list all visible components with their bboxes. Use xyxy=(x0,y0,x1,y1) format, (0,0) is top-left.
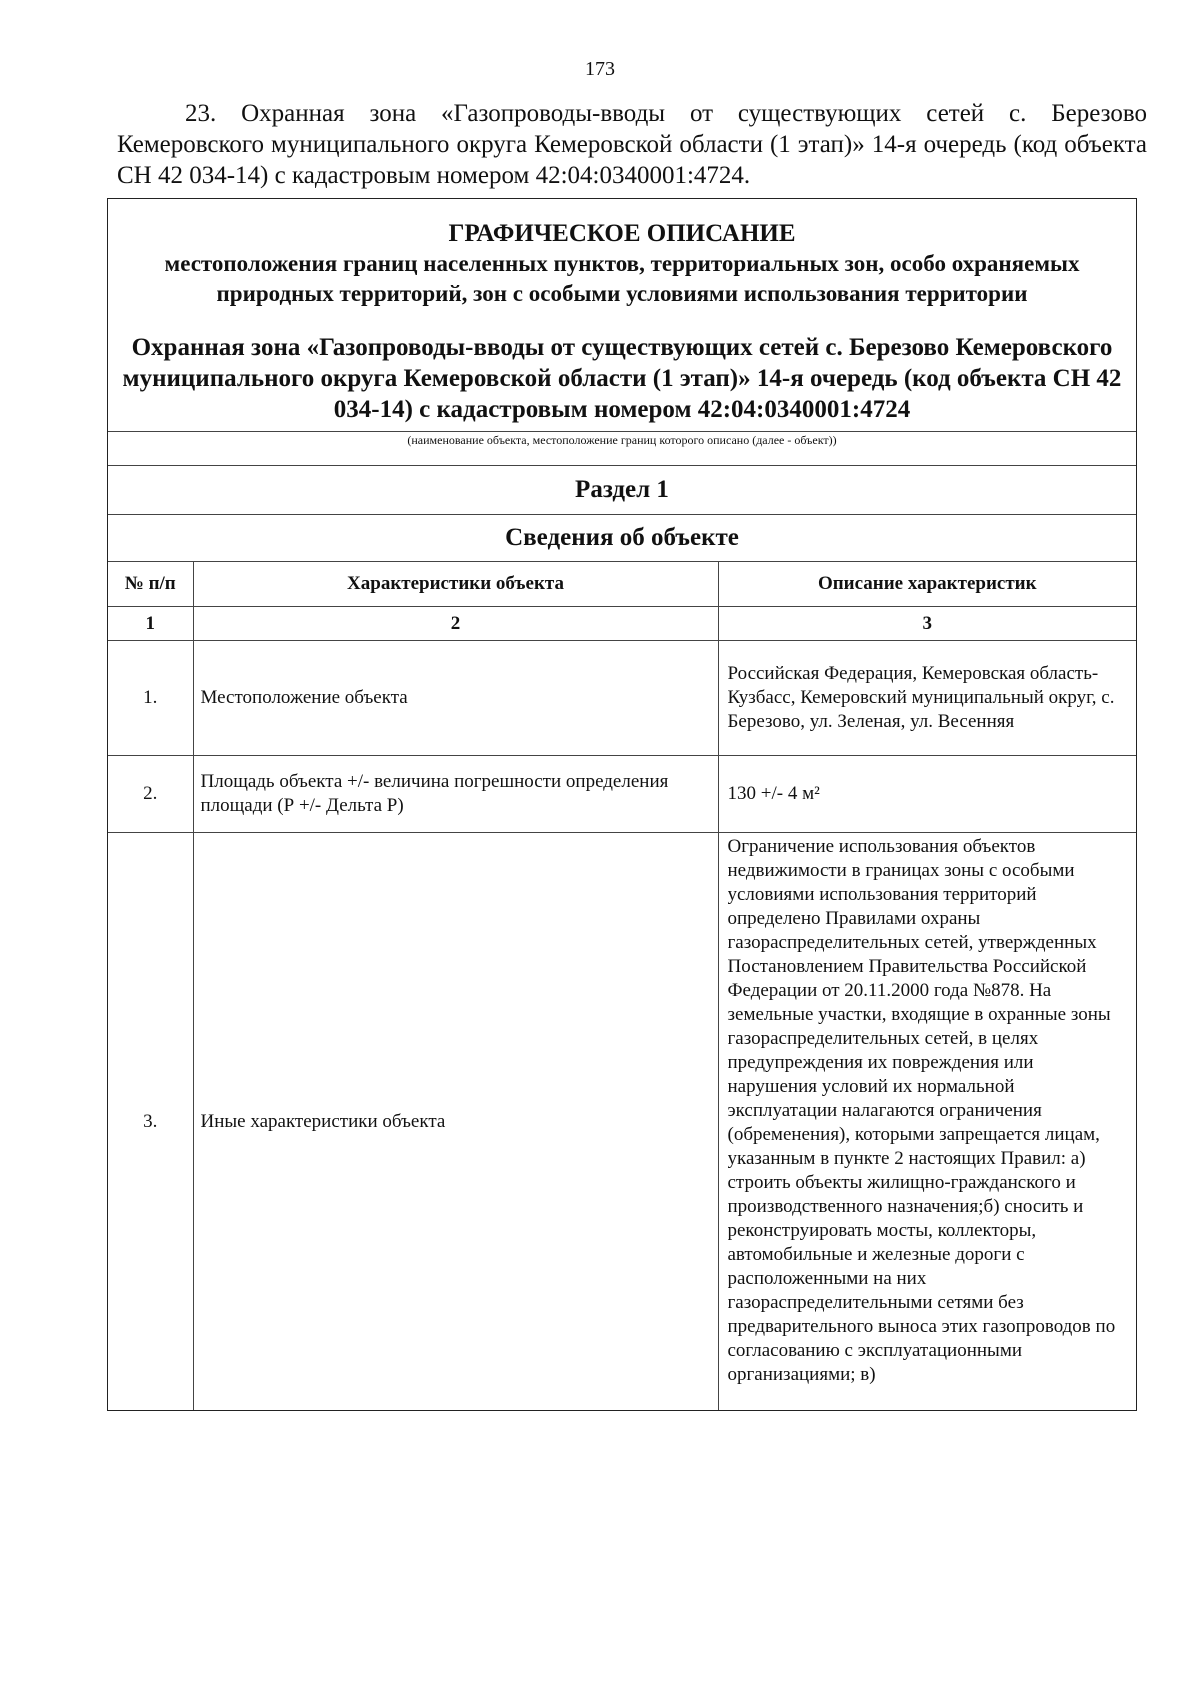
page-number: 173 xyxy=(585,58,615,80)
object-name: Охранная зона «Газопроводы-вводы от существующих сетей с. Березово Кемеровского муниципального округа Кемеровской области (1 этап)» 14-я очередь (код объекта СН 42 034-14) с кадастровым номером 42:04:0340001:4724 xyxy=(122,334,1122,423)
form-title: ГРАФИЧЕСКОЕ ОПИСАНИЕ xyxy=(448,220,796,247)
column-number-2: 2 xyxy=(193,607,718,641)
table-row xyxy=(108,833,1136,1411)
row-characteristic: Иные характеристики объекта xyxy=(193,833,718,1411)
header-description: Описание характеристик xyxy=(718,562,1136,607)
object-name-note: (наименование объекта, местоположение границ которого описано (далее - объект)) xyxy=(108,432,1136,466)
column-number-3: 3 xyxy=(718,607,1136,641)
row-number: 1. xyxy=(108,641,193,756)
intro-paragraph: 23. Охранная зона «Газопроводы-вводы от существующих сетей с. Березово Кемеровского муниципального округа Кемеровской области (1 этап)» 14-я очередь (код объекта СН 42 034-14) с кадастровым номером 42:04:0340001:4724. xyxy=(117,100,1147,189)
graphic-description-form xyxy=(107,198,1137,1411)
row-description: Российская Федерация, Кемеровская область-Кузбасс, Кемеровский муниципальный округ, с. Березово, ул. Зеленая, ул. Весенняя xyxy=(718,641,1136,756)
header-characteristic: Характеристики объекта xyxy=(193,562,718,607)
table-header-row xyxy=(108,562,1136,607)
row-number: 2. xyxy=(108,756,193,833)
section-subtitle: Сведения об объекте xyxy=(108,515,1136,562)
column-number-row xyxy=(108,607,1136,641)
section-title: Раздел 1 xyxy=(108,466,1136,515)
row-description: 130 +/- 4 м² xyxy=(718,756,1136,833)
table-row xyxy=(108,641,1136,756)
row-description: Ограничение использования объектов недвижимости в границах зоны с особыми условиями использования территорий определено Правилами охраны газораспределительных сетей, утвержденных Постановлением Правительства Российской Федерации от 20.11.2000 года №878. На земельные участки, входящие в охранные зоны газораспределительных сетей, в целях предупреждения их повреждения или нарушения условий их нормальной эксплуатации налагаются ограничения (обременения), которыми запрещается лицам, указанным в пункте 2 настоящих Правил: а) строить объекты жилищно-гражданского и производственного назначения;б) сносить и реконструировать мосты, коллекторы, автомобильные и железные дороги с расположенными на них газораспределительными сетями без предварительного выноса этих газопроводов по согласованию с эксплуатационными организациями; в) xyxy=(727,836,1116,1385)
form-header xyxy=(108,199,1136,432)
form-subtitle: местоположения границ населенных пунктов, территориальных зон, особо охраняемых природных территорий, зон с особыми условиями использования территории xyxy=(164,251,1080,306)
row-characteristic: Площадь объекта +/- величина погрешности определения площади (Р +/- Дельта Р) xyxy=(193,756,718,833)
header-number: № п/п xyxy=(108,562,193,607)
column-number-1: 1 xyxy=(108,607,193,641)
row-characteristic: Местоположение объекта xyxy=(193,641,718,756)
object-info-table xyxy=(108,562,1136,1410)
row-number: 3. xyxy=(108,833,193,1411)
row-description-cell xyxy=(718,833,1136,1411)
table-row xyxy=(108,756,1136,833)
